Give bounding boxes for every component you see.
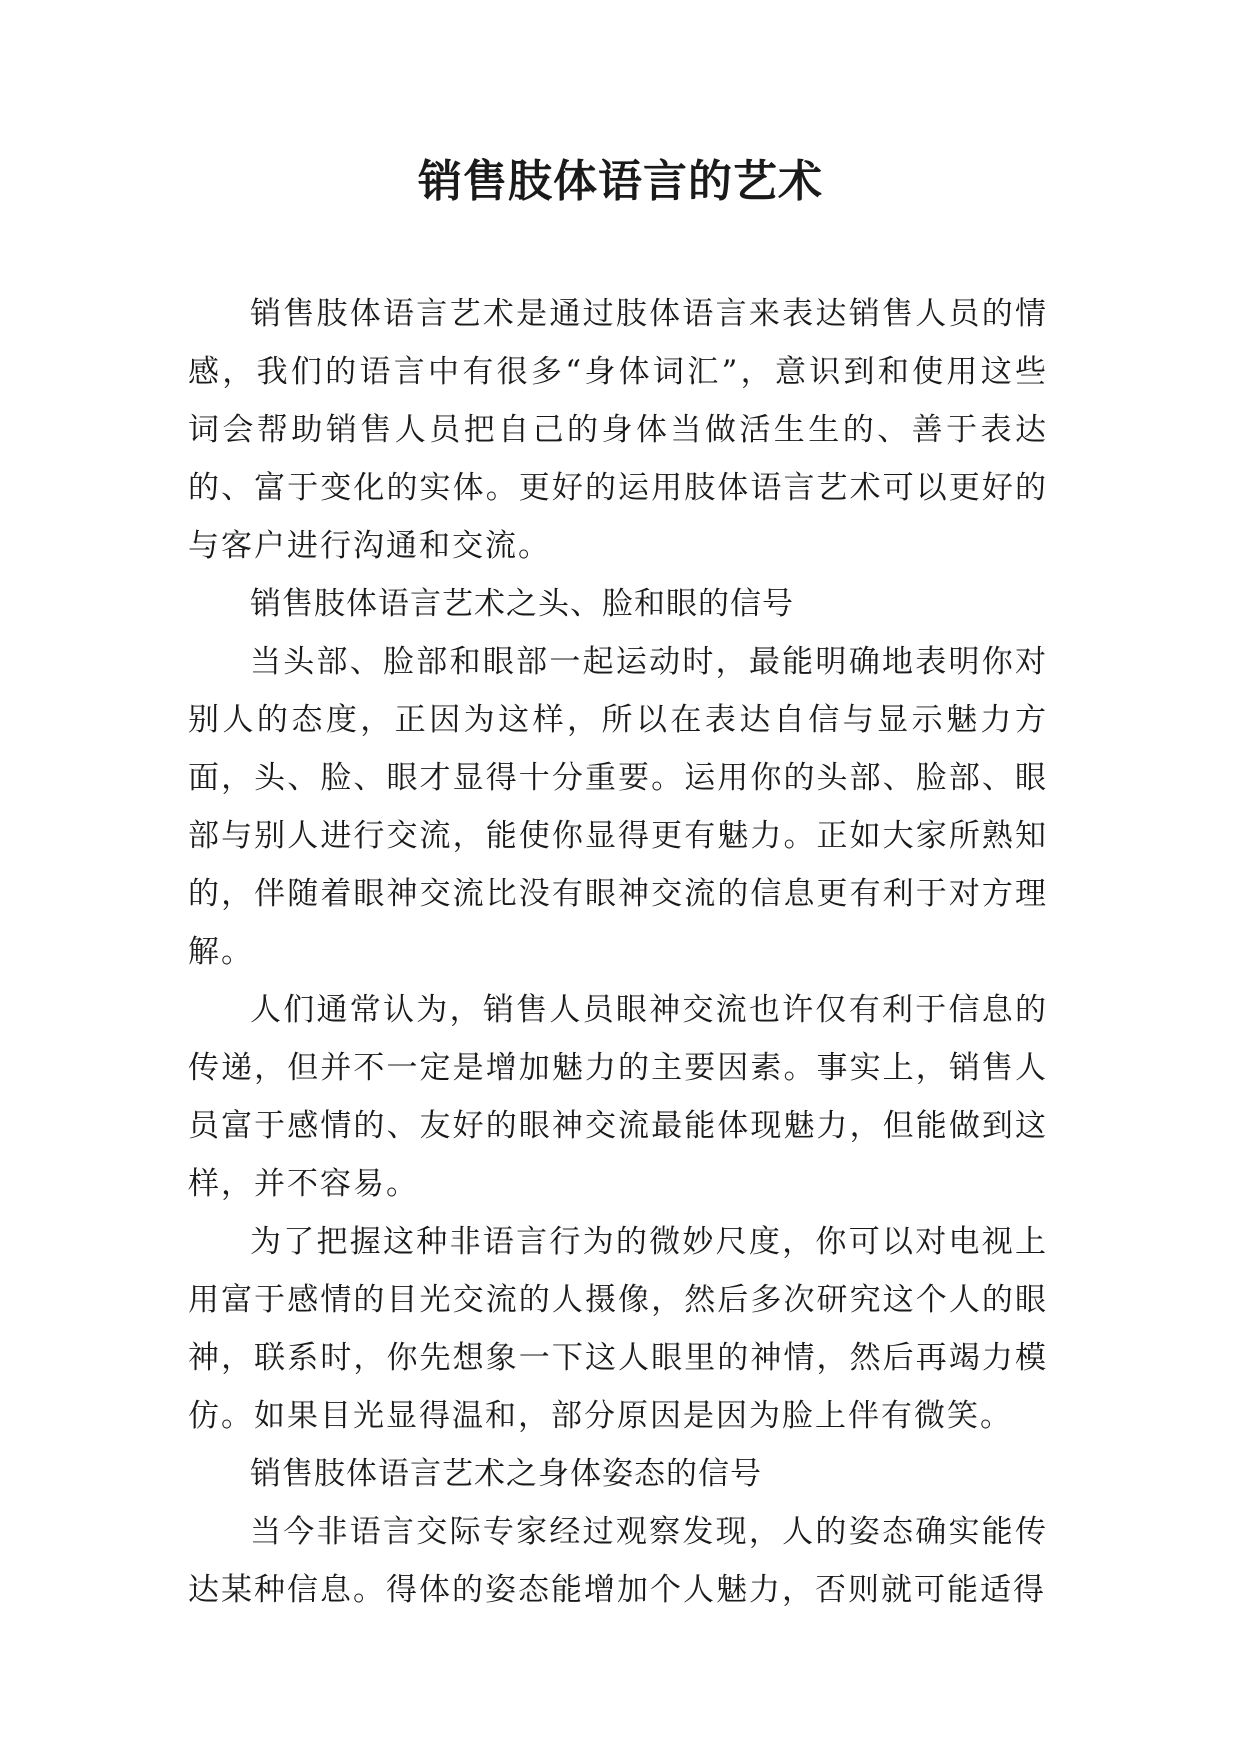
- paragraph-head-face-eyes: 当头部、脸部和眼部一起运动时，最能明确地表明你对别人的态度，正因为这样，所以在表达自信与显示魅力方面，头、脸、眼才显得十分重要。运用你的头部、脸部、眼部与别人进行交流，能使你显得更有魅力。正如大家所熟知的，伴随着眼神交流比没有眼神交流的信息更有利于对方理解。: [188, 644, 1048, 970]
- paragraph-posture: 当今非语言交际专家经过观察发现，人的姿态确实能传达某种信息。得体的姿态能增加个人魅力，否则就可能适得: [188, 1514, 1048, 1608]
- paragraph-practice: 为了把握这种非语言行为的微妙尺度，你可以对电视上用富于感情的目光交流的人摄像，然后多次研究这个人的眼神，联系时，你先想象一下这人眼里的神情，然后再竭力模仿。如果目光显得温和，部分原因是因为脸上伴有微笑。: [188, 1224, 1048, 1434]
- intro-paragraph: 销售肢体语言艺术是通过肢体语言来表达销售人员的情感，我们的语言中有很多“身体词汇”，意识到和使用这些词会帮助销售人员把自己的身体当做活生生的、善于表达的、富于变化的实体。更好的运用肢体语言艺术可以更好的与客户进行沟通和交流。: [188, 296, 1048, 564]
- document-title: 销售肢体语言的艺术: [418, 156, 823, 207]
- section-heading-posture: 销售肢体语言艺术之身体姿态的信号: [250, 1456, 762, 1492]
- paragraph-eye-contact: 人们通常认为，销售人员眼神交流也许仅有利于信息的传递，但并不一定是增加魅力的主要因素。事实上，销售人员富于感情的、友好的眼神交流最能体现魅力，但能做到这样，并不容易。: [188, 992, 1048, 1202]
- section-heading-head-face-eyes: 销售肢体语言艺术之头、脸和眼的信号: [250, 586, 794, 622]
- document-body: [188, 285, 1048, 1619]
